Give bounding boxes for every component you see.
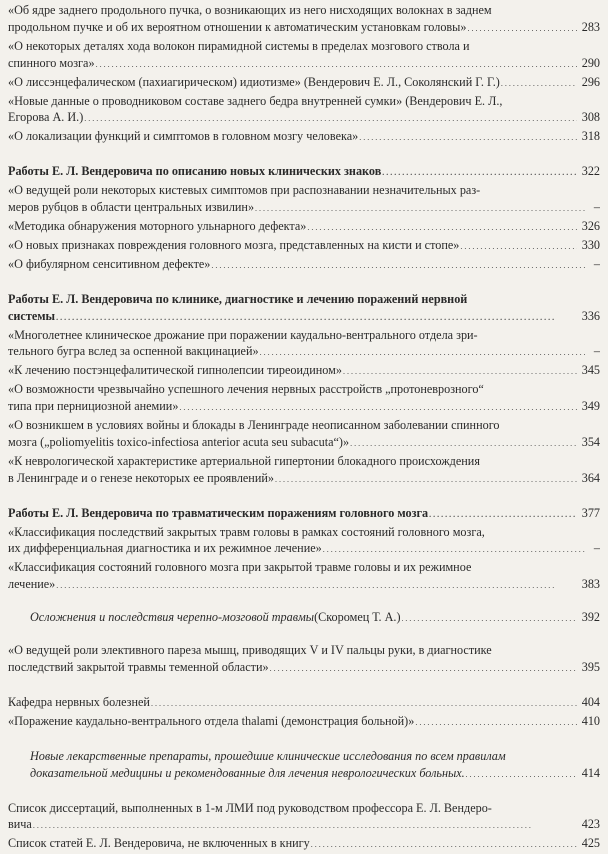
dot-leader [179,398,577,417]
page-number: – [593,344,600,359]
toc-entry-title: «О некоторых деталях хода волокон пирамидной системы в пределах мозгового ствола и [8,38,470,53]
toc-entry-title: «О ведущей роли некоторых кистевых симптомов при распознавании незначительных раз- [8,183,481,198]
toc-entry-title: Егорова А. И.) [8,110,84,125]
toc-entry-line [8,524,600,541]
toc-entry-title: Осложнения и последствия черепно-мозговой травмы [30,610,315,625]
toc-entry-line [8,540,600,559]
dot-leader [255,199,585,218]
toc-entry[interactable] [8,381,600,417]
dot-leader [343,362,577,381]
toc-entry-title: в Ленинграде и о генезе некоторых ее проявлений» [8,470,274,485]
toc-entry[interactable] [8,362,600,381]
page-number: 326 [581,218,600,233]
toc-entry-line [8,291,600,308]
toc-entry-line [8,434,600,453]
toc-entry[interactable] [8,694,600,713]
toc-entry-line [8,308,600,327]
toc-entry-title: «Методика обнаружения моторного ульнарного дефекта» [8,218,307,233]
toc-entry-title: меров рубцов в области центральных извилин» [8,200,255,215]
page-number: 364 [581,470,600,485]
section-divider [8,595,600,609]
toc-entry[interactable] [8,182,600,218]
toc-entry-line [8,343,600,362]
toc-entry-title: «О новых признаках повреждения головного мозга, представленных на кисти и стопе» [8,237,460,252]
toc-entry-title: Список статей Е. Л. Вендеровича, не включенных в книгу [8,836,310,851]
toc-entry-title: типа при пернициозной анемии» [8,399,179,414]
page-number: 296 [581,74,600,89]
dot-leader [466,765,577,784]
toc-entry-title: «О возникшем в условиях войны и блокады в Ленинграде неописанном заболевании спинного [8,418,500,433]
toc-entry-title: их дифференциальная диагностика и их режимное лечение» [8,541,322,556]
toc-entry[interactable] [8,609,600,628]
dot-leader [402,609,577,628]
page-number: 392 [581,610,600,625]
toc-entry[interactable] [8,74,600,93]
toc-entry-title: мозга („poliomyelitis toxico-infectiosa anterior acuta seu subacuta“)» [8,434,350,449]
toc-entry[interactable] [8,237,600,256]
section-divider [8,628,600,642]
toc-entry-line [8,417,600,434]
dot-leader [311,835,577,854]
toc-entry-line [8,327,600,344]
page-number: 404 [581,694,600,709]
toc-entry-title: «Классификация последствий закрытых травм головы в рамках состояний головного мозга, [8,524,485,539]
dot-leader [275,470,577,489]
page-number: 395 [581,660,600,674]
page-number: 377 [581,505,600,520]
toc-entry-line [8,19,600,38]
toc-entry[interactable] [8,835,600,854]
section-divider [8,489,600,505]
toc-entry-title: Работы Е. Л. Вендеровича по описанию новых клинических знаков [8,164,382,179]
toc-entry-title: «О ведущей роли элективного пареза мышц, приводящих V и IV пальцы руки, в диагностике [8,643,492,658]
page-number: 425 [581,836,600,851]
dot-leader [415,713,577,732]
page-number: – [593,541,600,556]
toc-entry-line [8,381,600,398]
toc-entry-title: «О возможности чрезвычайно успешного лечения нервных расстройств „протоневрозного“ [8,382,484,397]
page-number: 410 [581,713,600,728]
toc-section-heading[interactable] [8,163,600,182]
toc-entry-title: «Об ядре заднего продольного пучка, о возникающих из него нисходящих волокнах в заднем [8,3,492,17]
dot-leader [260,343,585,362]
toc-entry-line [8,609,600,628]
dot-leader [350,434,577,453]
toc-entry[interactable] [8,38,600,74]
toc-entry-line [8,55,600,74]
toc-entry-line [8,576,600,595]
dot-leader [84,109,577,128]
toc-entry-line [8,559,600,576]
toc-section-heading[interactable] [8,291,600,327]
toc-section-heading[interactable] [8,505,600,524]
toc-entry-line [8,694,600,713]
toc-entry-title: лечение» [8,577,56,592]
dot-leader [307,218,577,237]
page-number: 383 [581,577,600,592]
toc-entry-title: «К лечению постэнцефалитической гипнолепсии тиреоидином» [8,363,342,378]
section-divider [8,678,600,694]
dot-leader [211,256,585,275]
toc-entry[interactable] [8,642,600,678]
toc-entry[interactable] [8,800,600,836]
toc-entry[interactable] [8,327,600,363]
toc-entry[interactable] [8,128,600,147]
toc-entry-title: тельного бугра вслед за оспенной вакцинацией» [8,344,259,359]
toc-entry-line [8,237,600,256]
toc-entry-line [8,470,600,489]
section-divider [8,147,600,163]
toc-entry-title: вича [8,817,32,832]
toc-entry[interactable] [8,559,600,595]
toc-entry-line [8,453,600,470]
section-divider [8,784,600,800]
dot-leader [323,540,585,559]
page-number: 336 [581,308,600,323]
toc-entry-title: Работы Е. Л. Вендеровича по травматическим поражениям головного мозга [8,505,429,520]
dot-leader [467,19,577,38]
toc-entry[interactable] [8,93,600,129]
toc-entry[interactable] [8,524,600,560]
toc-entry-author: (Скоромец Т. А.) [314,610,401,625]
toc-entry-line [8,835,600,854]
toc-entry[interactable] [8,2,600,38]
toc-entry-line [8,765,600,784]
dot-leader [151,694,577,713]
toc-entry[interactable] [8,748,600,784]
page-number: 283 [581,19,600,34]
toc-entry-title: «Классификация состояний головного мозга при закрытой травме головы и их режимное [8,560,472,575]
toc-entry-line [8,800,600,817]
toc-entry[interactable] [8,713,600,732]
toc-entry-title: доказательной медицины и рекомендованные для лечения неврологических больных. [30,765,465,780]
page-number: 414 [581,765,600,780]
toc-entry[interactable] [8,256,600,275]
toc-entry-line [8,38,600,55]
toc-entry-line [8,182,600,199]
toc-entry-title: «Поражение каудально-вентрального отдела thalami (демонстрация больной)» [8,713,415,728]
dot-leader [429,505,577,524]
page-number: 330 [581,237,600,252]
toc-entry[interactable] [8,417,600,453]
toc-entry-line [8,748,600,765]
toc-entry-title: Новые лекарственные препараты, прошедшие клинические исследования по всем правилам [30,748,506,763]
toc-entry[interactable] [8,453,600,489]
toc-entry-line [8,362,600,381]
page-number: 423 [581,817,600,832]
toc-entry-line [8,642,600,659]
toc-entry-line [8,659,600,678]
toc-entry-line [8,505,600,524]
toc-entry-title: спинного мозга» [8,55,95,70]
toc-entry-line [8,2,600,19]
toc-entry-line [8,128,600,147]
toc-entry-title: «К неврологической характеристике артериальной гипертонии блокадного происхождения [8,453,480,468]
page-number: 318 [581,129,600,144]
dot-leader [359,128,577,147]
dot-leader [270,659,577,678]
dot-leader [56,576,577,595]
dot-leader [460,237,577,256]
toc-entry-title: Список диссертаций, выполненных в 1-м ЛМИ под руководством профессора Е. Л. Вендеро- [8,800,492,815]
toc-entry-title: системы [8,308,56,323]
toc-entry-line [8,109,600,128]
dot-leader [501,74,577,93]
toc-entry-title: продольном пучке и об их вероятном отношении к автоматическим установкам головы» [8,19,467,34]
page-number: 345 [581,363,600,378]
page-number: 322 [581,164,600,179]
toc-entry-title: «О фибулярном сенситивном дефекте» [8,256,211,271]
toc-entry-line [8,398,600,417]
dot-leader [382,163,577,182]
section-divider [8,275,600,291]
toc-entry-title: «Новые данные о проводниковом составе заднего бедра внутренней сумки» (Вендерович Е. Л., [8,93,503,108]
page-number: – [593,200,600,215]
section-divider [8,732,600,748]
toc-entry-line [8,163,600,182]
toc-entry-line [8,199,600,218]
toc-entry-title: «О лиссэнцефалическом (пахиагирическом) идиотизме» (Вендерович Е. Л., Соколянский Г. Г.) [8,74,500,89]
page-number: 354 [581,434,600,449]
toc-entry-line [8,256,600,275]
toc-entry-line [8,93,600,110]
toc-entry-title: «О локализации функций и симптомов в головном мозгу человека» [8,129,359,144]
toc-entry-line [8,713,600,732]
dot-leader [96,55,577,74]
toc-entry-title: «Многолетнее клиническое дрожание при поражении каудально-вентрального отдела зри- [8,327,478,342]
toc-entry-line [8,816,600,835]
toc-entry-line [8,218,600,237]
page-number: 290 [581,55,600,70]
toc-entry-line [8,74,600,93]
page-number: – [593,256,600,271]
dot-leader [56,308,577,327]
toc-entry-title: последствий закрытой травмы теменной области» [8,660,269,674]
page-number: 349 [581,399,600,414]
toc-entry-title: Работы Е. Л. Вендеровича по клинике, диагностике и лечению поражений нервной [8,291,468,306]
toc-entry-title: Кафедра нервных болезней [8,694,150,709]
page-number: 308 [581,110,600,125]
toc-entry[interactable] [8,218,600,237]
dot-leader [33,816,577,835]
